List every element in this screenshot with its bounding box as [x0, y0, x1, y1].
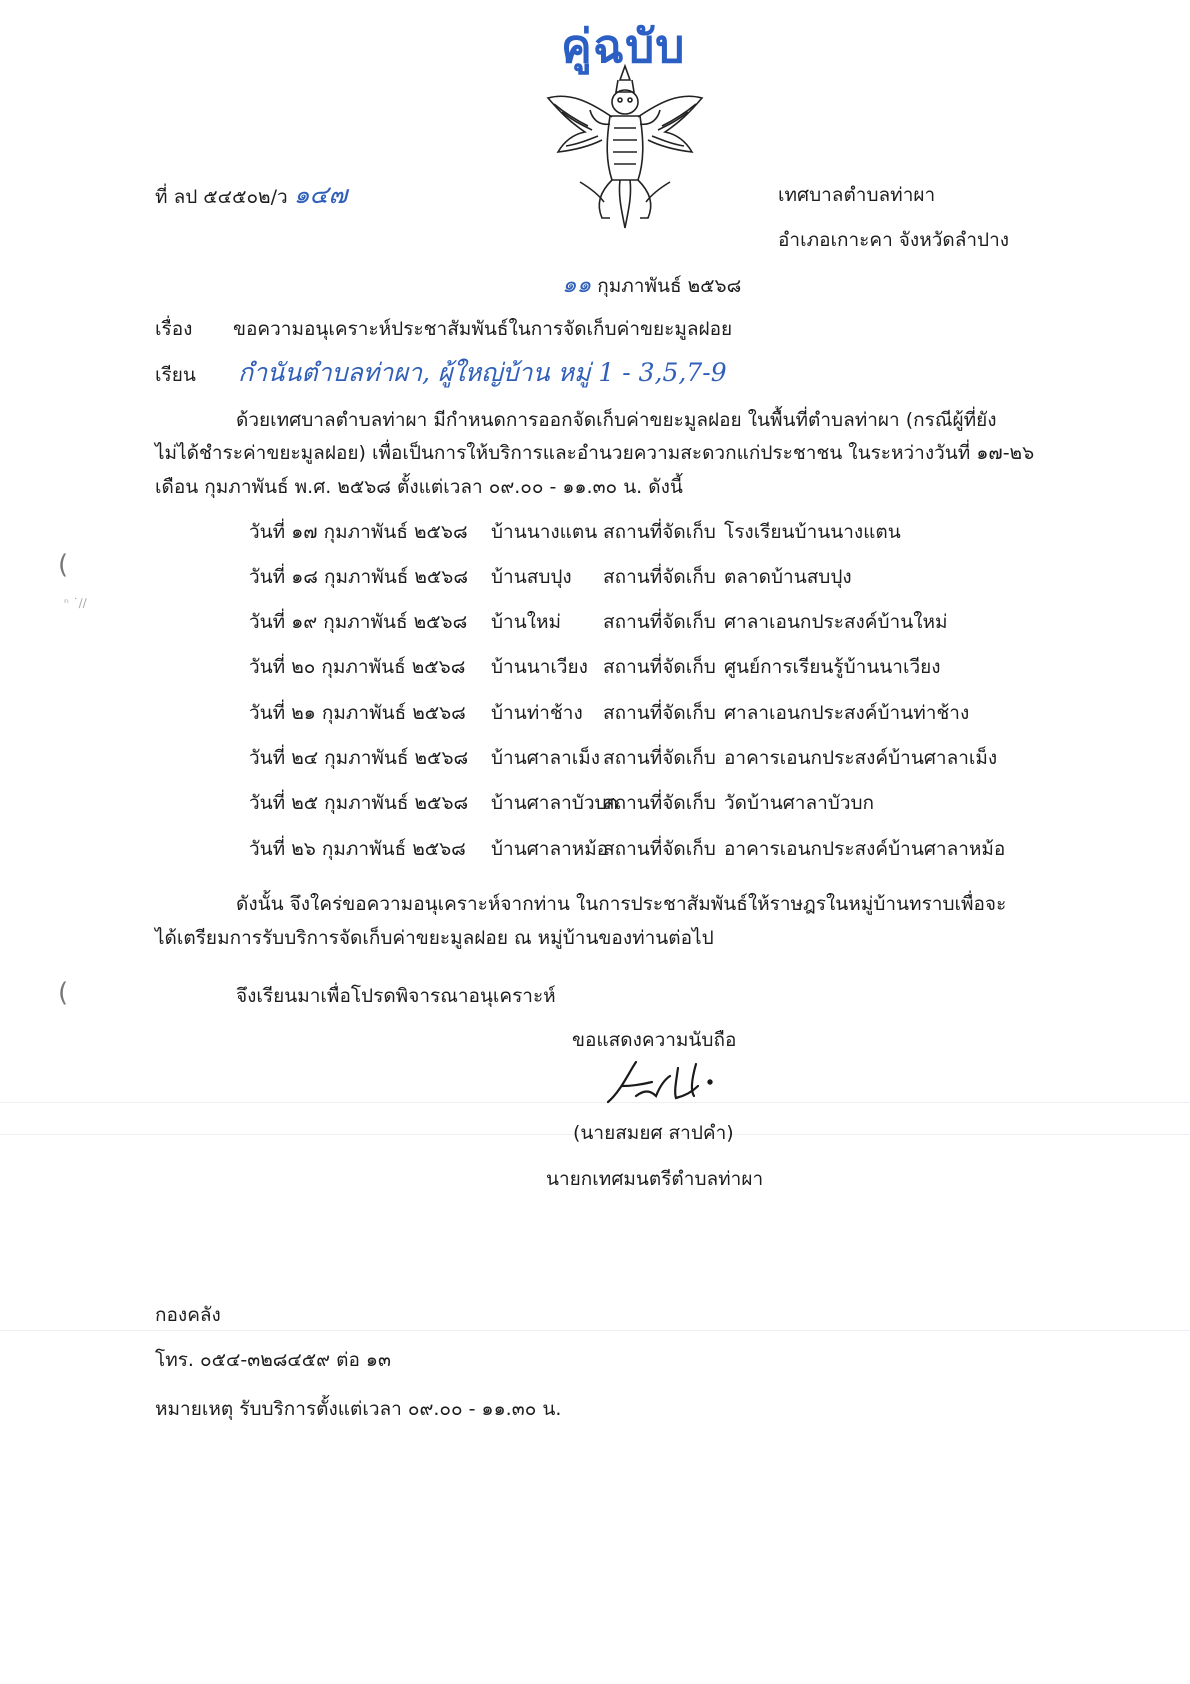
- schedule-place-label: สถานที่จัดเก็บ: [603, 838, 716, 860]
- schedule-place-label: สถานที่จัดเก็บ: [603, 611, 716, 633]
- schedule-place: วัดบ้านศาลาบัวบก: [724, 792, 875, 814]
- body-paragraph-line: ด้วยเทศบาลตำบลท่าผา มีกำหนดการออกจัดเก็บค่าขยะมูลฝอย ในพื้นที่ตำบลท่าผา (กรณีผู้ที่ยัง: [236, 409, 997, 431]
- schedule-date: วันที่ ๑๘ กุมภาพันธ์ ๒๕๖๘: [249, 566, 468, 588]
- schedule-date: วันที่ ๒๑ กุมภาพันธ์ ๒๕๖๘: [249, 702, 466, 724]
- schedule-date: วันที่ ๒๔ กุมภาพันธ์ ๒๕๖๘: [249, 747, 469, 769]
- garuda-emblem-icon: [540, 62, 710, 232]
- footer-note: หมายเหตุ รับบริการตั้งแต่เวลา ๐๙.๐๐ - ๑๑.๓๐ น.: [155, 1398, 562, 1420]
- signer-name: (นายสมยศ สาปคำ): [573, 1122, 734, 1144]
- schedule-date: วันที่ ๒๕ กุมภาพันธ์ ๒๕๖๘: [249, 792, 469, 814]
- schedule-place: โรงเรียนบ้านนางแตน: [724, 521, 901, 543]
- schedule-place: ตลาดบ้านสบปุง: [724, 566, 852, 588]
- date-month-year: กุมภาพันธ์ ๒๕๖๘: [597, 275, 742, 297]
- subject-label: เรื่อง: [155, 318, 193, 340]
- schedule-village: บ้านนาเวียง: [491, 656, 588, 678]
- reference-handwritten: ๑๔๗: [293, 180, 348, 209]
- contact-phone: โทร. ๐๕๔-๓๒๘๔๕๙ ต่อ ๑๓: [155, 1349, 391, 1371]
- schedule-village: บ้านศาลาบัวบก: [491, 792, 619, 814]
- schedule-village: บ้านใหม่: [491, 611, 562, 633]
- org-name: เทศบาลตำบลท่าผา: [778, 184, 936, 206]
- schedule-place: อาคารเอนกประสงค์บ้านศาลาเม็ง: [724, 747, 998, 769]
- schedule-place-label: สถานที่จัดเก็บ: [603, 702, 716, 724]
- signature-mark: [600, 1056, 740, 1112]
- closing-paragraph-line: ดังนั้น จึงใคร่ขอความอนุเคราะห์จากท่าน ในการประชาสัมพันธ์ให้ราษฎรในหมู่บ้านทราบเพื่อจะ: [236, 893, 1007, 915]
- schedule-date: วันที่ ๒๐ กุมภาพันธ์ ๒๕๖๘: [249, 656, 466, 678]
- schedule-place-label: สถานที่จัดเก็บ: [603, 566, 716, 588]
- schedule-place: ศูนย์การเรียนรู้บ้านนาเวียง: [724, 656, 941, 678]
- schedule-date: วันที่ ๒๖ กุมภาพันธ์ ๒๕๖๘: [249, 838, 466, 860]
- schedule-village: บ้านท่าช้าง: [491, 702, 583, 724]
- reference-prefix: ที่ ลป ๕๔๕๐๒/ว: [155, 186, 288, 208]
- letter-date: [562, 272, 741, 299]
- scan-smudge: ⁿ ˙∕∕: [64, 596, 87, 610]
- punch-hole-mark: (: [58, 550, 69, 580]
- schedule-date: วันที่ ๑๗ กุมภาพันธ์ ๒๕๖๘: [249, 521, 468, 543]
- schedule-village: บ้านศาลาเม็ง: [491, 747, 601, 769]
- body-paragraph-line: เดือน กุมภาพันธ์ พ.ศ. ๒๕๖๘ ตั้งแต่เวลา ๐๙.๐๐ - ๑๑.๓๐ น. ดังนี้: [155, 476, 683, 498]
- signature-icon: [600, 1056, 740, 1112]
- schedule-place-label: สถานที่จัดเก็บ: [603, 656, 716, 678]
- schedule-place: ศาลาเอนกประสงค์บ้านใหม่: [724, 611, 948, 633]
- scan-line: [0, 1330, 1190, 1331]
- to-label: เรียน: [155, 364, 196, 386]
- signer-title: นายกเทศมนตรีตำบลท่าผา: [546, 1168, 764, 1190]
- schedule-place-label: สถานที่จัดเก็บ: [603, 747, 716, 769]
- schedule-village: บ้านสบปุง: [491, 566, 572, 588]
- schedule-place: อาคารเอนกประสงค์บ้านศาลาหม้อ: [724, 838, 1006, 860]
- schedule-village: บ้านศาลาหม้อ: [491, 838, 609, 860]
- regards-text: ขอแสดงความนับถือ: [572, 1029, 737, 1051]
- closing-paragraph-line: ได้เตรียมการรับบริการจัดเก็บค่าขยะมูลฝอย ณ หมู่บ้านของท่านต่อไป: [155, 927, 714, 949]
- schedule-place-label: สถานที่จัดเก็บ: [603, 792, 716, 814]
- schedule-place: ศาลาเอนกประสงค์บ้านท่าช้าง: [724, 702, 970, 724]
- schedule-village: บ้านนางแตน: [491, 521, 598, 543]
- scan-line: [0, 1102, 1190, 1103]
- punch-hole-mark: (: [58, 978, 69, 1008]
- copy-stamp: คู่ฉบับ: [561, 19, 686, 73]
- subject-text: ขอความอนุเคราะห์ประชาสัมพันธ์ในการจัดเก็บค่าขยะมูลฝอย: [233, 318, 733, 340]
- schedule-date: วันที่ ๑๙ กุมภาพันธ์ ๒๕๖๘: [249, 611, 468, 633]
- body-paragraph-line: ไม่ได้ชำระค่าขยะมูลฝอย) เพื่อเป็นการให้บริการและอำนวยความสะดวกแก่ประชาชน ในระหว่างวันที่ ๑๗-๒๖: [155, 442, 1035, 464]
- schedule-place-label: สถานที่จัดเก็บ: [603, 521, 716, 543]
- to-recipient-handwritten: กำนันตำบลท่าผา, ผู้ใหญ่บ้าน หมู่ 1 - 3,5,7-9: [238, 358, 727, 387]
- org-address: อำเภอเกาะคา จังหวัดลำปาง: [778, 229, 1010, 251]
- date-day-handwritten: ๑๑: [562, 272, 592, 298]
- request-line: จึงเรียนมาเพื่อโปรดพิจารณาอนุเคราะห์: [236, 985, 556, 1007]
- garuda-emblem: [540, 62, 710, 232]
- department-name: กองคลัง: [155, 1304, 221, 1326]
- reference-number: [155, 182, 347, 210]
